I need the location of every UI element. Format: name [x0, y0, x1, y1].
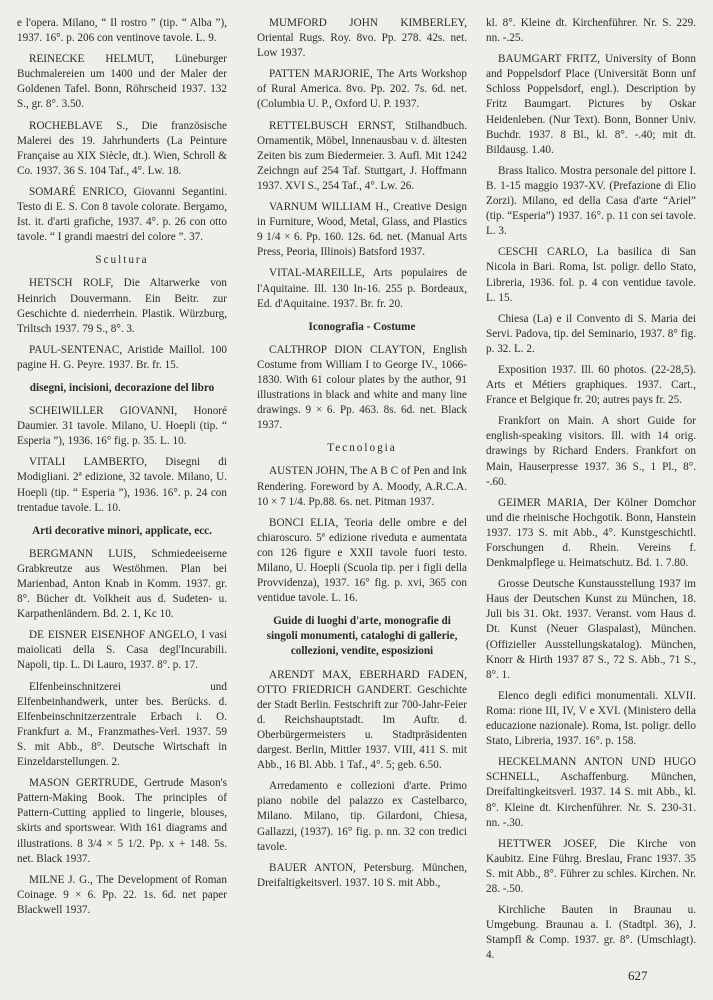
page-number: 627 [628, 968, 648, 983]
bibliography-entry: Grosse Deutsche Kunstausstellung 1937 im Haus der Deutschen Kunst zu München, 18. Juli bis 31. Okt. 1937. Veranst. vom Haus d. Dt. Kunst (Neuer Glaspalast), München. (Offizieller Ausstellungskatalog). München, Knorr & Hirth 1937 87 S., 72 S. Abb., 71 S., 8°. 1. [486, 578, 696, 681]
bibliography-entry: VITALI LAMBERTO, Disegni di Modigliani. 2ª edizione, 32 tavole. Milano, U. Hoepli (tip. “ Esperia ”), 1936. 16°. p. 24 con trentadue tavole. L. 10. [17, 456, 227, 514]
bibliography-entry: ROCHEBLAVE S., Die französische Malerei des 19. Jahrhunderts (La Peinture Française au XIX Siècle, dt.). Wien, Schroll & Co. 1937. 36 S. 104 Taf., 4°. Lw. 18. [17, 119, 227, 177]
bibliography-entry: Exposition 1937. Ill. 60 photos. (22-28,5). Arts et Métiers graphiques. 1937. Cart., France et Belgique fr. 20; autres pays fr. 25. [486, 363, 696, 407]
bibliography-entry: PATTEN MARJORIE, The Arts Workshop of Rural America. 8vo. Pp. 202. 7s. 6d. net. (Columbia U. P., Oxford U. P. 1937. [257, 68, 467, 111]
bibliography-entry: Chiesa (La) e il Convento di S. Maria dei Servi. Padova, tip. del Seminario, 1937. 8° fig. p. 32. L. 2. [486, 312, 696, 355]
bibliography-entry: HETSCH ROLF, Die Altarwerke von Heinrich Douvermann. Ein Beitr. zur Geschichte d. niederrhein. Plastik. Würzburg, Triltsch 1937. 79 S., 8°. 3. [17, 277, 227, 335]
bibliography-entry: MUMFORD JOHN KIMBERLEY, Oriental Rugs. Roy. 8vo. Pp. 278. 42s. net. Low 1937. [257, 17, 467, 60]
bibliography-entry: VARNUM WILLIAM H., Creative Design in Furniture, Wood, Metal, Glass, and Plastics 9 1/4 × 6. Pp. 160. 12s. 6d. net. (Manual Arts Press, Peoria, Illinois) Batsford 1937. [257, 201, 467, 259]
column-3 [486, 16, 696, 969]
bibliography-entry: SCHEIWILLER GIOVANNI, Honoré Daumier. 31 tavole. Milano, U. Hoepli (tip. “ Esperia ”), 1936. 16° fig. p. 35. L. 10. [17, 405, 227, 448]
bibliography-entry: VITAL-MAREILLE, Arts populaires de l'Aquitaine. Ill. 130 In-16. 255 p. Bordeaux, Ed. d'Aquitaine. 1937. Br. fr. 20. [257, 267, 467, 310]
bibliography-entry: REINECKE HELMUT, Lüneburger Buchmalereien um 1400 und der Maler der Goldenen Tafel. Bonn, Röhrscheid 1937. 132 S., gr. 8°. 3.50. [17, 53, 227, 111]
section-heading: Arti decorative minori, applicate, ecc. [32, 524, 212, 537]
bibliography-entry: Elfenbeinschnitzerei und Elfenbeinhandwerk, unter bes. Berücks. d. Elfenbeinschnitzerzentrale Erbach i. O. Frankfurt a. M., Franzmathes-Verl. 1937. 59 S. mit Abb., 8°. Deutsche Wirtschaft in Einzeldarstellungen. 2. [17, 680, 227, 769]
bibliography-entry: Elenco degli edifici monumentali. XLVII. Roma: rione III, IV, V e XVI. (Ministero della educazione nazionale). Roma, Ist. poligr. dello Stato, Libreria, 1937. 16°. p. 158. [486, 689, 696, 748]
bibliography-entry: DE EISNER EISENHOF ANGELO, I vasi maiolicati della S. Casa degl'Incurabili. Napoli, tip. L. Di Lauro, 1937. 8°. p. 17. [17, 629, 227, 672]
bibliography-entry: HETTWER JOSEF, Die Kirche von Kaubitz. Eine Führg. Breslau, Franc 1937. 35 S. mit Abb., 8°. Führer zu schles. Kirchen. Nr. 28. -.50. [486, 837, 696, 895]
bibliography-entry: Kirchliche Bauten in Braunau u. Umgebung. Braunau a. I. (Stadtpl. 36), J. Stampfl & Comp. 1937. gr. 8°. (Umschlagt). 4. [486, 904, 696, 962]
bibliography-entry: BAUER ANTON, Petersburg. München, Dreifaltigkeitsverl. 1937. 10 S. mit Abb., [257, 861, 467, 889]
bibliography-entry: BONCI ELIA, Teoria delle ombre e del chiaroscuro. 5ª edizione riveduta e aumentata con 126 figure e XXII tavole fuori testo. Milano, U. Hoepli (Scuola tip. per i figli della Provvidenza), 1937. 16° fig. p. xvi, 365 con ventidue tavole. L. 16. [257, 516, 467, 605]
section-heading: Guide di luoghi d'arte, monografie di singoli monumenti, cataloghi di gallerie, collezioni, vendite, esposizioni [266, 615, 458, 658]
bibliography-entry: BERGMANN LUIS, Schmiedeeiserne Grabkreutze aus Westöhmen. Plan bei Marienbad, Anton Knab in Komm. 1937. gr. 8°. Bücher dt. Volkheit aus d. Sudeten- u. Karpathenländern. Bd. 2. 1, Kc 10. [17, 547, 227, 621]
bibliography-entry: CESCHI CARLO, La basilica di San Nicola in Bari. Roma, Ist. poligr. dello Stato, Libreria, 1936. fol. p. 4 con ventidue tavole. L. 15. [486, 246, 696, 304]
bibliography-entry: Brass Italico. Mostra personale del pittore I. B. 1-15 maggio 1937-XV. (Prefazione di Elio Zorzi). Milano, ed della Casa d'arte “Ariel” (tip. “Esperia”) 1937. 16°. p. 11 con sei tavole. L. 3. [486, 164, 696, 238]
bibliography-entry: PAUL-SENTENAC, Aristide Maillol. 100 pagine H. G. Peyre. 1937. Br. fr. 15. [17, 343, 227, 371]
bibliography-entry: Frankfort on Main. A short Guide for english-speaking visitors. Ill. with 14 orig. drawings by Richard Enders. Frankfort on Main, Hauserpresse 1937. 36 S., 1 Pl., 8°. -.60. [486, 415, 696, 488]
section-heading: disegni, incisioni, decorazione del libro [29, 381, 215, 394]
column-2 [257, 16, 467, 897]
bibliography-entry: BAUMGART FRITZ, University of Bonn and Poppelsdorf Place (Universität Bonn unf Schloss Poppelsdorf, engl.). Description by Fritz Baumgart. Pictures by Oskar Heidenleben. (Nur Text). Bonn, Bonner Univ. Buchdr. 1937. 8 Bl., kl. 8°. -.40; mit dt. Bildausg. 1.40. [486, 53, 696, 156]
section-heading: Tecnologia [327, 442, 397, 455]
bibliography-entry: ARENDT MAX, EBERHARD FADEN, OTTO FRIEDRICH GANDERT. Geschichte der Stadt Berlin. Festschrift zur 700-Jahr-Feier d. Reichshauptstadt. Im Auftr. d. Oberbürgermeisters u. Stadtpräsidenten dargest. Berlin, Mittler 1937. VIII, 411 S. mit Abb., 16 Bl. Abb. 1 Taf., 4°. 5; geb. 6.50. [257, 668, 467, 772]
section-heading: Scultura [95, 254, 149, 267]
bibliography-entry: CALTHROP DION CLAYTON, English Costume from William I to George IV., 1066-1830. With 61 colour plates by the author, 91 illustrations in black and white and many line drawings. 9 × 6. Pp. 463. 8s. 6d. net. Black 1937. [257, 343, 467, 432]
bibliography-entry: GEIMER MARIA, Der Kölner Domchor und die rheinische Hochgotik. Bonn, Hanstein 1937. 173 S. mit Abb., 4°. Kunstgeschichtl. Forschungen d. Rhein. Vereins f. Denkmalpflege u. Heimatschutz. Bd. 1. 7.80. [486, 496, 696, 570]
bibliography-entry: SOMARÉ ENRICO, Giovanni Segantini. Testo di E. S. Con 8 tavole colorate. Bergamo, Ist. it. d'arti grafiche, 1937. 4°. p. 26 con otto tavole. “ I grandi maestri del colore ”. 37. [17, 185, 227, 244]
bibliography-entry: MASON GERTRUDE, Gertrude Mason's Pattern-Making Book. The principles of Pattern-Cutting applied to lingerie, blouses, skirts and sportswear. With 161 diagrams and illustrations. 8 3/4 × 5 1/2. Pp. x + 148. 5s. net. Black 1937. [17, 777, 227, 865]
bibliography-entry: MILNE J. G., The Development of Roman Coinage. 9 × 6. Pp. 22. 1s. 6d. net paper Blackwell 1937. [17, 873, 227, 916]
section-heading: Iconografia - Costume [308, 320, 416, 333]
column-1 [17, 16, 227, 924]
bibliography-entry: HECKELMANN ANTON UND HUGO SCHNELL, Aschaffenburg. München, Dreifaltingkeitsverl. 1937. 14 S. mit Abb., kl. 8°. Kleine dt. Kirchenführer. Nr. S. 230-31. nn. -.30. [486, 756, 696, 829]
bibliography-entry: Arredamento e collezioni d'arte. Primo piano nobile del palazzo ex Castelbarco, Milano. Milano, tip. Gilardoni, Chiesa, Gallazzi, (1937). 16° fig. p. nn. 32 con tredici tavole. [257, 780, 467, 853]
bibliography-entry: RETTELBUSCH ERNST, Stilhandbuch. Ornamentik, Möbel, Innenausbau v. d. ältesten Zeiten bis zum Biedermeier. 3. Aufl. Mit 1242 Zeichngn auf 254 Taf. Stuttgart, J. Hoffmann 1937. XVI S., 254 Taf., 4°. Lw. 26. [257, 119, 467, 192]
bibliography-entry: kl. 8°. Kleine dt. Kirchenführer. Nr. S. 229. nn. -.25. [486, 17, 696, 45]
bibliography-entry: AUSTEN JOHN, The A B C of Pen and Ink Rendering. Foreword by A. Moody, A.R.C.A. 10 × 7 1/4. Pp.88. 6s. net. Pitman 1937. [257, 465, 467, 508]
bibliography-entry: e l'opera. Milano, “ Il rostro ” (tip. “ Alba ”), 1937. 16°. p. 206 con ventinove tavole. L. 9. [17, 17, 227, 45]
